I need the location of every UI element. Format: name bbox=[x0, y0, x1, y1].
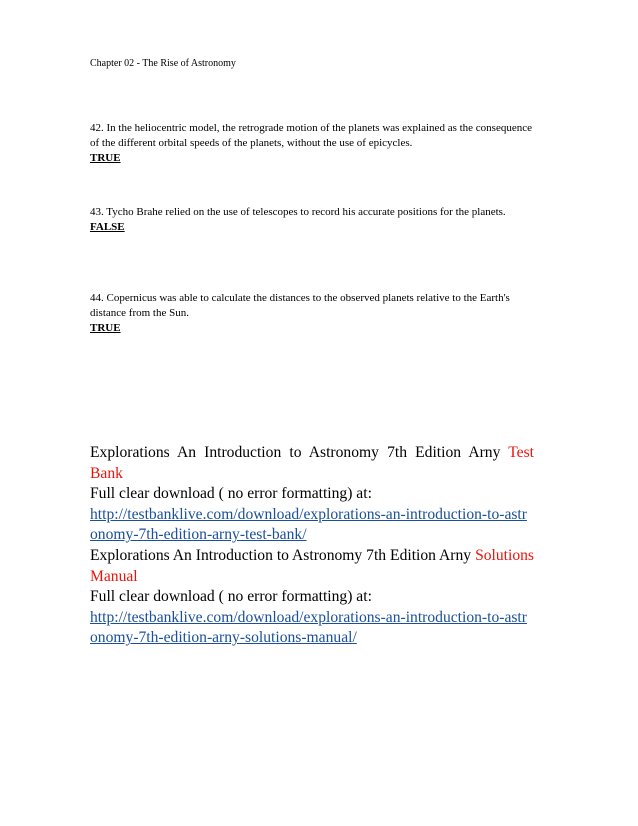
solutions-manual-link[interactable]: http://testbanklive.com/download/explorations-an-introduction-to-astronomy-7th-edition-arny-solutions-manual/ bbox=[90, 608, 527, 647]
question-44 bbox=[90, 291, 542, 336]
question-answer: TRUE bbox=[90, 152, 121, 164]
book-title: Explorations An Introduction to Astronomy 7th Edition Arny bbox=[90, 546, 472, 564]
chapter-header: Chapter 02 - The Rise of Astronomy bbox=[90, 58, 236, 69]
solutions-manual-title bbox=[90, 546, 534, 587]
question-answer: TRUE bbox=[90, 322, 121, 334]
solutions-manual-label: Solutions Manual bbox=[90, 546, 534, 585]
download-promo bbox=[90, 443, 534, 649]
question-text: 43. Tycho Brahe relied on the use of telescopes to record his accurate positions for the planets. bbox=[90, 206, 506, 218]
download-instruction: Full clear download ( no error formatting) at: bbox=[90, 485, 372, 503]
question-42 bbox=[90, 121, 542, 166]
test-bank-title bbox=[90, 443, 534, 484]
question-text: 44. Copernicus was able to calculate the distances to the observed planets relative to the Earth's distance from the Sun. bbox=[90, 292, 510, 319]
question-answer: FALSE bbox=[90, 221, 125, 233]
book-title: Explorations An Introduction to Astronomy 7th Edition Arny bbox=[90, 444, 501, 461]
test-bank-label: Test Bank bbox=[90, 444, 534, 482]
test-bank-link[interactable]: http://testbanklive.com/download/explorations-an-introduction-to-astronomy-7th-edition-arny-test-bank/ bbox=[90, 505, 527, 544]
question-text: 42. In the heliocentric model, the retrograde motion of the planets was explained as the consequence of the different orbital speeds of the planets, without the use of epicycles. bbox=[90, 122, 532, 149]
question-43 bbox=[90, 205, 542, 235]
download-instruction: Full clear download ( no error formatting) at: bbox=[90, 588, 372, 606]
